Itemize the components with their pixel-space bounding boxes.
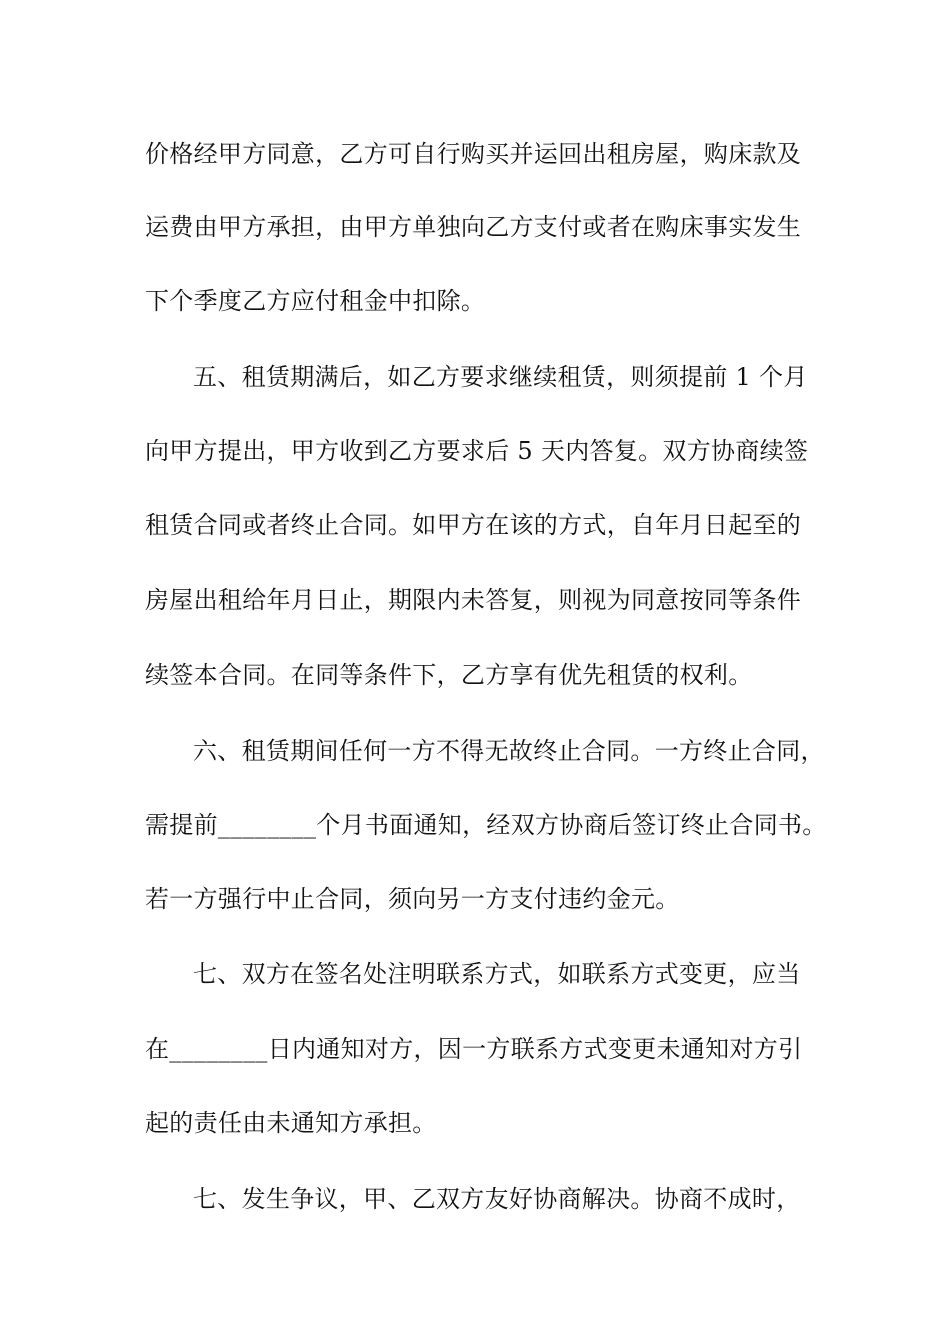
- text-line: 运费由甲方承担，由甲方单独向乙方支付或者在购床事实发生: [145, 213, 802, 241]
- text-line: 下个季度乙方应付租金中扣除。: [145, 287, 486, 315]
- text-line: 起的责任由未通知方承担。: [145, 1109, 437, 1137]
- text-line: 续签本合同。在同等条件下，乙方享有优先租赁的权利。: [145, 661, 753, 689]
- text-line: 若一方强行中止合同，须向另一方支付违约金元。: [145, 885, 680, 913]
- text-line: 在________日内通知对方，因一方联系方式变更未通知对方引: [145, 1035, 803, 1063]
- clause-five-start: 五、租赁期满后，如乙方要求继续租赁，则须提前 1 个月: [193, 363, 808, 391]
- text-line: 房屋出租给年月日止，期限内未答复，则视为同意按同等条件: [145, 586, 802, 614]
- clause-seven-dispute-start: 七、发生争议，甲、乙双方友好协商解决。协商不成时，: [193, 1185, 801, 1213]
- text-line: 向甲方提出，甲方收到乙方要求后 5 天内答复。双方协商续签: [145, 437, 809, 465]
- clause-seven-start: 七、双方在签名处注明联系方式，如联系方式变更，应当: [193, 960, 801, 988]
- clause-six-start: 六、租赁期间任何一方不得无故终止合同。一方终止合同，: [193, 737, 825, 765]
- text-line: 价格经甲方同意，乙方可自行购买并运回出租房屋，购床款及: [145, 140, 802, 168]
- text-line: 租赁合同或者终止合同。如甲方在该的方式，自年月日起至的: [145, 511, 802, 539]
- text-line: 需提前________个月书面通知，经双方协商后签订终止合同书。: [145, 811, 827, 839]
